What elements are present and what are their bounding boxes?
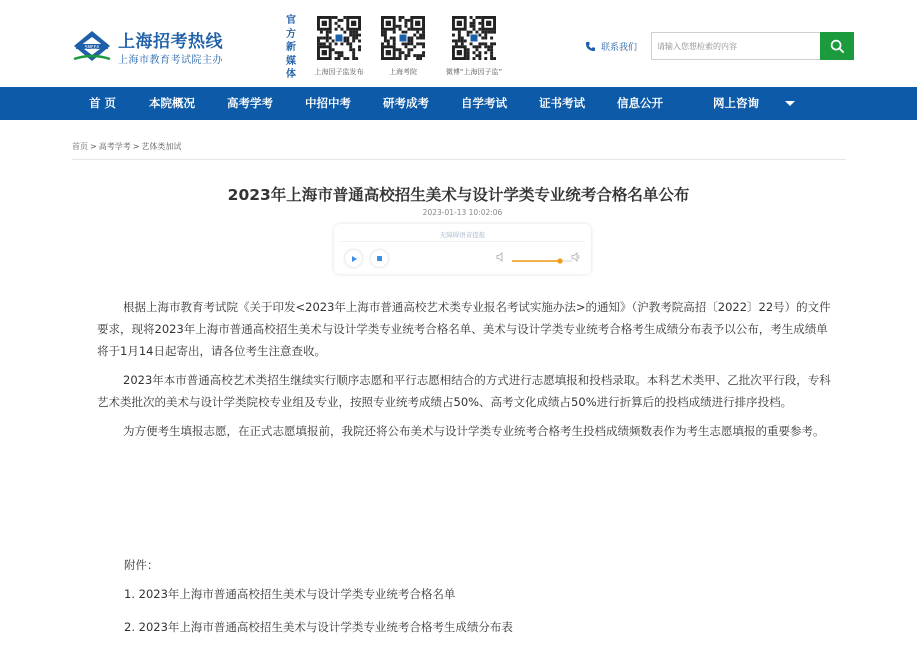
- site-title: 上海招考热线: [118, 32, 223, 52]
- search-icon: [830, 39, 845, 54]
- search-input[interactable]: [652, 33, 819, 59]
- article-title: 2023年上海市普通高校招生美术与设计学类专业统考合格名单公布: [227, 186, 690, 204]
- phone-icon: [585, 41, 596, 52]
- article-paragraph: 根据上海市教育考试院《关于印发<2023年上海市普通高校艺术类专业报名考试实施办法>的通知》（沪教考院高招〔2022〕22号）的文件要求，现将2023年上海市普通高校招生美术与设计学类专业统考合格名单、美术与设计学类专业统考合格考生成绩分布表予以公布，考生成绩单将于1月14日起寄出，请各位考生注意查收。: [97, 300, 831, 358]
- nav-item-consult[interactable]: 网上咨询: [713, 96, 759, 110]
- attachment-link[interactable]: 2. 2023年上海市普通高校招生美术与设计学类专业统考合格考生成绩分布表: [124, 620, 513, 634]
- qr-code-icon: [381, 16, 425, 60]
- nav-item-zhongkao[interactable]: 中招中考: [305, 96, 351, 110]
- play-icon: [350, 255, 358, 263]
- volume-up-icon[interactable]: [571, 252, 581, 262]
- volume-slider[interactable]: [512, 257, 572, 265]
- media-label-char: 新: [286, 42, 296, 53]
- divider: [72, 159, 846, 160]
- media-label-char: 官: [286, 15, 296, 26]
- official-media-label: [285, 14, 297, 82]
- logo-icon: [72, 29, 112, 63]
- qr-code-icon: [317, 16, 361, 60]
- nav-item-info[interactable]: 信息公开: [617, 96, 663, 110]
- site-subtitle: 上海市教育考试院主办: [118, 55, 223, 66]
- chevron-down-icon[interactable]: [785, 101, 795, 106]
- breadcrumb: [72, 141, 181, 152]
- contact-us-link[interactable]: [585, 40, 637, 53]
- stop-icon: [376, 255, 383, 262]
- qr-code-item[interactable]: [308, 16, 370, 77]
- breadcrumb-separator: >: [90, 142, 97, 151]
- nav-item-about[interactable]: 本院概况: [149, 96, 195, 110]
- breadcrumb-home[interactable]: 首页: [72, 142, 88, 151]
- qr-code-item[interactable]: [372, 16, 434, 77]
- volume-down-icon[interactable]: [496, 252, 506, 262]
- volume-knob[interactable]: [557, 258, 562, 263]
- search-button[interactable]: [820, 32, 854, 60]
- svg-text:SMEEA: SMEEA: [84, 44, 100, 50]
- breadcrumb-gaokao[interactable]: 高考学考: [98, 142, 131, 151]
- qr-code-item[interactable]: [443, 16, 505, 77]
- audio-player: [334, 224, 591, 274]
- nav-item-yankao[interactable]: 研考成考: [383, 96, 429, 110]
- article-body: [97, 296, 837, 449]
- main-nav: [0, 87, 917, 120]
- attachment-link[interactable]: 1. 2023年上海市普通高校招生美术与设计学类专业统考合格名单: [124, 587, 456, 601]
- nav-item-home[interactable]: 首 页: [89, 96, 117, 110]
- media-label-char: 方: [286, 28, 296, 40]
- media-label-char: 体: [286, 69, 296, 80]
- media-label-char: 媒: [286, 55, 296, 67]
- search-box: [651, 32, 853, 60]
- contact-us-label: 联系我们: [601, 43, 638, 53]
- article-date: 2023-01-13 10:02:06: [422, 208, 503, 217]
- stop-button[interactable]: [371, 250, 388, 267]
- article-paragraph: 2023年本市普通高校艺术类招生继续实行顺序志愿和平行志愿相结合的方式进行志愿填报和投档录取。本科艺术类甲、乙批次平行段，专科艺术类批次的美术与设计学类院校专业组及专业，按照专业统考成绩占50%、高考文化成绩占50%进行折算后的投档成绩进行排序投档。: [97, 373, 831, 409]
- nav-item-zikao[interactable]: 自学考试: [461, 96, 507, 110]
- breadcrumb-current[interactable]: 艺体类加试: [141, 142, 182, 151]
- article-paragraph: 为方便考生填报志愿，在正式志愿填报前，我院还将公布美术与设计学类专业统考合格考生投档成绩频数表作为考生志愿填报的重要参考。: [123, 424, 825, 438]
- site-logo[interactable]: [72, 25, 232, 69]
- qr-caption: 上海考院: [389, 68, 417, 76]
- site-header: [0, 0, 917, 87]
- qr-caption: 微博“上海因子监”: [445, 68, 503, 76]
- breadcrumb-separator: >: [132, 142, 140, 151]
- qr-code-icon: [452, 16, 496, 60]
- player-progress-bar[interactable]: [340, 241, 585, 242]
- attachments-label: 附件：: [124, 558, 159, 572]
- player-label: 无障碍语音提报: [439, 231, 486, 239]
- play-button[interactable]: [345, 250, 362, 267]
- qr-caption: 上海因子监发布: [314, 68, 364, 76]
- nav-item-gaokao[interactable]: 高考学考: [227, 96, 273, 110]
- nav-item-certificate[interactable]: 证书考试: [539, 96, 585, 110]
